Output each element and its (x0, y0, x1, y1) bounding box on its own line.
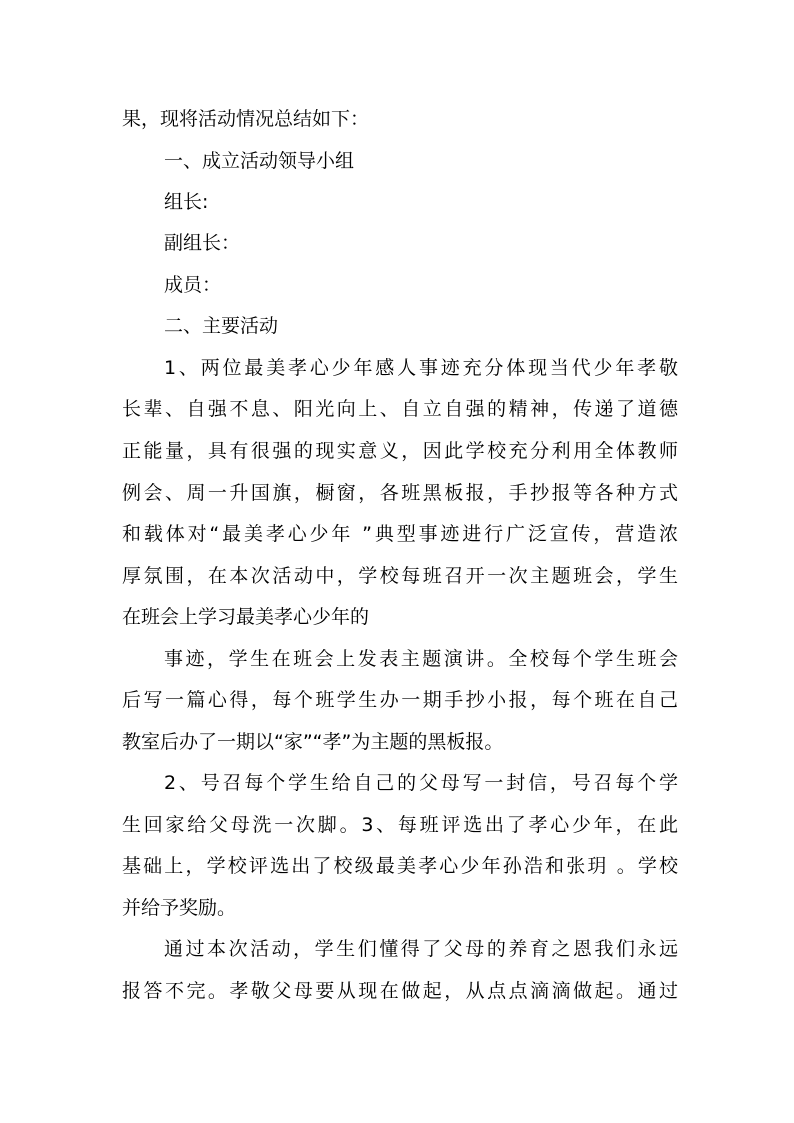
text-line: 教室后办了一期以“家”“孝”为主题的黑板报。 (122, 731, 504, 753)
text-line: 厚氛围，在本次活动中，学校每班召开一次主题班会，学生 (122, 565, 678, 587)
text-line: 正能量，具有很强的现实意义，因此学校充分利用全体教师 (122, 440, 678, 462)
text-line: 并给予奖励。 (122, 897, 237, 919)
section-heading: 二、主要活动 (164, 315, 279, 337)
text-line: 1、两位最美孝心少年感人事迹充分体现当代少年孝敬 (164, 357, 678, 379)
text-line: 2、号召每个学生给自己的父母写一封信，号召每个学 (164, 772, 678, 794)
section-heading: 一、成立活动领导小组 (164, 150, 355, 172)
text-line: 组长: (164, 191, 209, 213)
text-line: 事迹，学生在班会上发表主题演讲。全校每个学生班会 (164, 648, 678, 670)
text-line: 和载体对“最美孝心少年 ”典型事迹进行广泛宣传，营造浓 (122, 523, 678, 545)
text-line: 在班会上学习最美孝心少年的 (122, 606, 370, 628)
text-line: 副组长： (164, 232, 241, 254)
text-line: 成员： (164, 274, 222, 296)
text-line: 果，现将活动情况总结如下： (122, 108, 370, 130)
text-line: 例会、周一升国旗，橱窗，各班黑板报，手抄报等各种方式 (122, 482, 678, 504)
text-line: 通过本次活动，学生们懂得了父母的养育之恩我们永远 (164, 938, 678, 960)
text-line: 生回家给父母洗一次脚。3、每班评选出了孝心少年，在此 (122, 814, 678, 836)
text-line: 后写一篇心得，每个班学生办一期手抄小报，每个班在自己 (122, 689, 678, 711)
text-line: 基础上，学校评选出了校级最美孝心少年孙浩和张玥 。学校 (122, 855, 678, 877)
text-line: 长辈、自强不息、阳光向上、自立自强的精神，传递了道德 (122, 398, 678, 420)
text-line: 报答不完。孝敬父母要从现在做起，从点点滴滴做起。通过 (122, 980, 678, 1002)
